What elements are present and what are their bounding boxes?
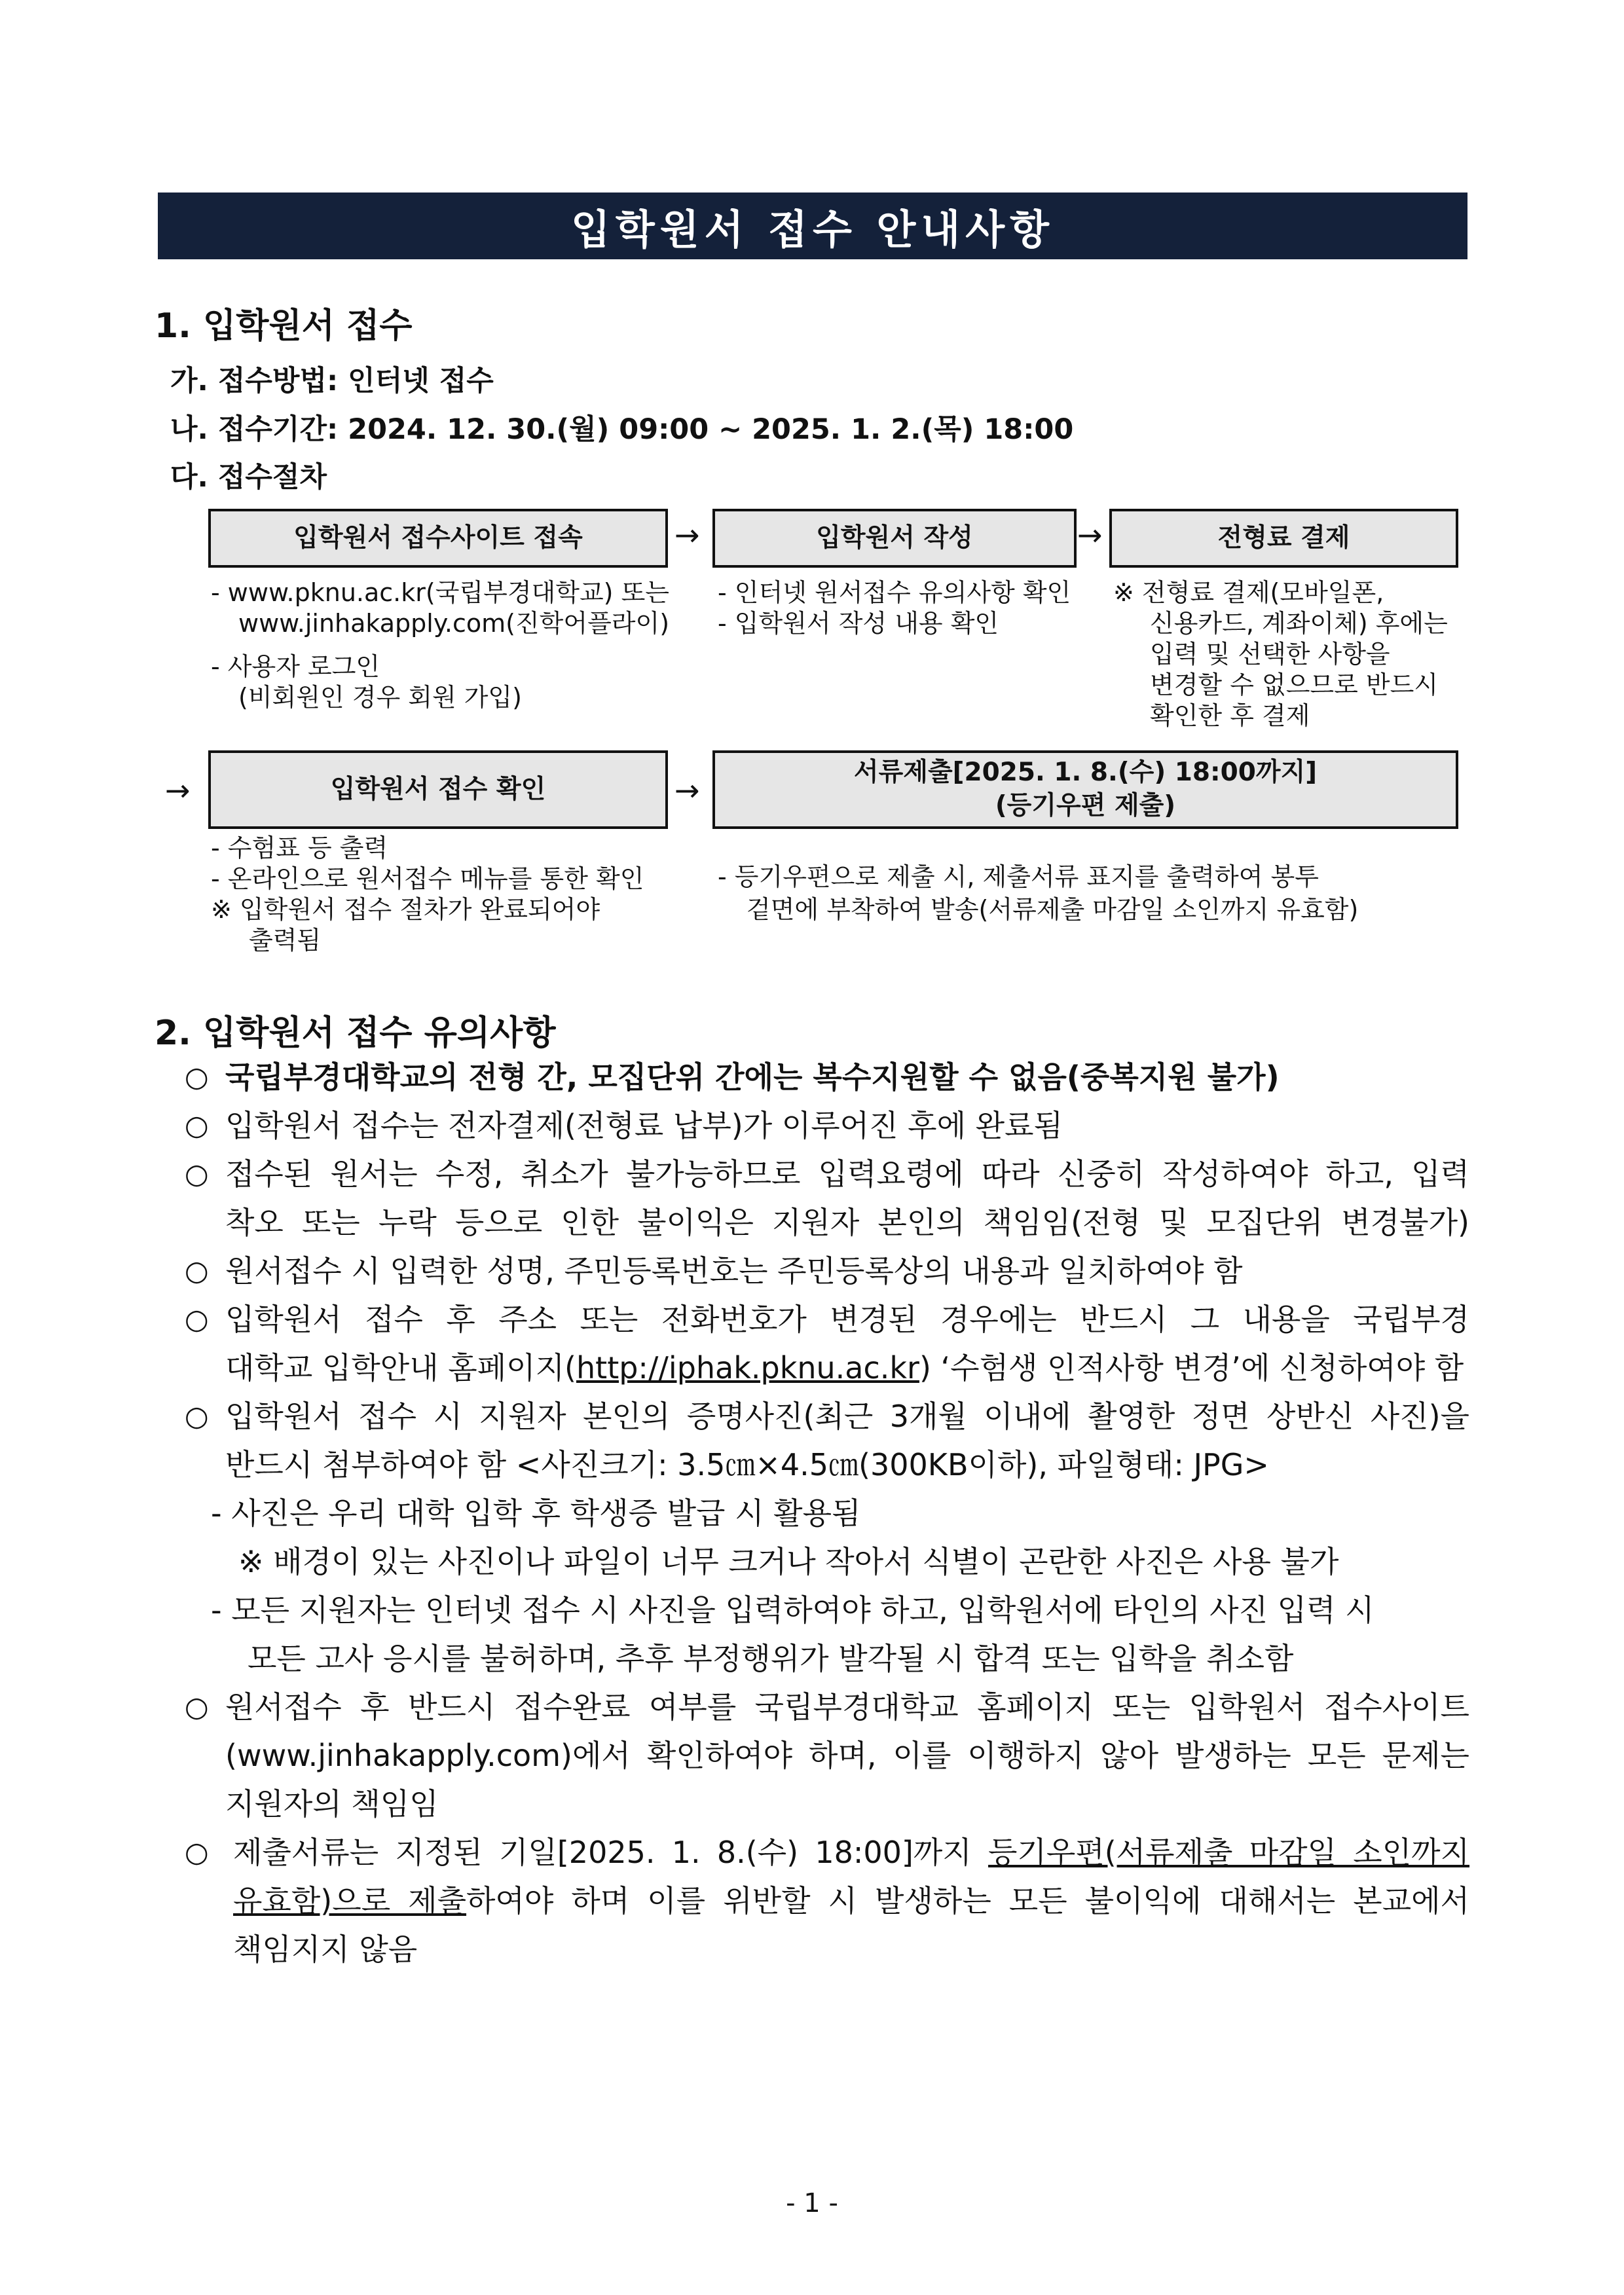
step-site-access-label: 입학원서 접수사이트 접속 <box>293 523 583 553</box>
step-payment-box <box>1109 509 1458 568</box>
page-number: - 1 - <box>786 2188 838 2218</box>
circle-bullet-icon: ○ <box>185 1303 209 1335</box>
step-confirm-box <box>208 750 668 829</box>
notice-item: ○ 국립부경대학교의 전형 간, 모집단위 간에는 복수지원할 수 없음(중복지원 불가) <box>185 1053 1469 1101</box>
step-document-submit-label: 서류제출[2025. 1. 8.(수) 18:00까지] <box>853 758 1318 788</box>
step-site-access-note: - 사용자 로그인 <box>211 652 380 681</box>
arrow-right-icon: → <box>165 773 191 808</box>
notice-item: ○ 입학원서 접수 후 주소 또는 전화번호가 변경된 경우에는 반드시 그 내용을 국립부경 대학교 입학안내 홈페이지(http://iphak.pknu.ac.kr) ‘수험생 인적사항 변경’에 신청하여야 함 <box>185 1295 1469 1392</box>
circle-bullet-icon: ○ <box>185 1400 209 1432</box>
step-document-submit-box <box>712 750 1458 829</box>
notice-subitem: - 사진은 우리 대학 입학 후 학생증 발급 시 활용됨 <box>211 1496 861 1531</box>
circle-bullet-icon: ○ <box>185 1061 209 1093</box>
page-title: 입학원서 접수 안내사항 <box>158 193 1467 259</box>
circle-bullet-icon: ○ <box>185 1691 209 1723</box>
notice-subitem: - 모든 지원자는 인터넷 접수 시 사진을 입력하여야 하고, 입학원서에 타인의 사진 입력 시 <box>211 1592 1375 1628</box>
notice-subitem-note: ※ 배경이 있는 사진이나 파일이 너무 크거나 작아서 식별이 곤란한 사진은 사용 불가 <box>238 1544 1339 1579</box>
step-site-access-note: (비회원인 경우 회원 가입) <box>238 683 522 712</box>
step-write-form-box <box>712 509 1077 568</box>
notice-subitem: 모든 고사 응시를 불허하며, 추후 부정행위가 발각될 시 합격 또는 입학을 취소함 <box>248 1641 1294 1676</box>
step-confirm-note: - 수험표 등 출력 <box>211 834 388 862</box>
step-confirm-note: 출력됨 <box>249 926 322 955</box>
step-document-submit-note: - 등기우편으로 제출 시, 제출서류 표지를 출력하여 봉투 <box>718 862 1319 891</box>
step-payment-label: 전형료 결제 <box>1217 523 1350 553</box>
step-confirm-note: ※ 입학원서 접수 절차가 완료되어야 <box>211 895 600 924</box>
step-write-form-label: 입학원서 작성 <box>816 523 973 553</box>
section-1-heading: 1. 입학원서 접수 <box>155 306 413 346</box>
notice-item: ○ 원서접수 후 반드시 접수완료 여부를 국립부경대학교 홈페이지 또는 입학원서 접수사이트 (www.jinhakapply.com)에서 확인하여야 하며, 이를 이행하지 않아 발생하는 모든 문제는 지원자의 책임임 <box>185 1683 1469 1828</box>
notice-item: ○ 제출서류는 지정된 기일[2025. 1. 8.(수) 18:00]까지 등기우편(서류제출 마감일 소인까지 유효함)으로 제출하여야 하며 이를 위반할 시 발생하는 모든 불이익에 대해서는 본교에서 책임지지 않음 <box>185 1828 1469 1974</box>
step-confirm-label: 입학원서 접수 확인 <box>330 774 546 804</box>
step-site-access-note: - www.pknu.ac.kr(국립부경대학교) 또는 <box>211 578 669 607</box>
application-period: 나. 접수기간: 2024. 12. 30.(월) 09:00 ~ 2025. 1. 2.(목) 18:00 <box>170 413 1074 446</box>
step-payment-note: 변경할 수 없으므로 반드시 <box>1150 670 1439 699</box>
notice-item: ○ 접수된 원서는 수정, 취소가 불가능하므로 입력요령에 따라 신중히 작성하여야 하고, 입력 착오 또는 누락 등으로 인한 불이익은 지원자 본인의 책임임(전형 및 모집단위 변경불가) <box>185 1150 1469 1247</box>
step-document-submit-label: (등기우편 제출) <box>995 791 1176 820</box>
admission-homepage-link[interactable]: http://iphak.pknu.ac.kr <box>576 1350 919 1386</box>
circle-bullet-icon: ○ <box>185 1109 209 1141</box>
arrow-right-icon: → <box>674 517 700 553</box>
application-method: 가. 접수방법: 인터넷 접수 <box>170 365 494 397</box>
circle-bullet-icon: ○ <box>185 1255 209 1287</box>
section-2-heading: 2. 입학원서 접수 유의사항 <box>155 1014 556 1053</box>
step-payment-note: 신용카드, 계좌이체) 후에는 <box>1150 609 1448 638</box>
arrow-right-icon: → <box>674 773 700 808</box>
circle-bullet-icon: ○ <box>185 1158 209 1190</box>
step-write-form-note: - 인터넷 원서접수 유의사항 확인 <box>718 578 1071 607</box>
step-payment-note: 확인한 후 결제 <box>1150 701 1310 730</box>
procedure-label: 다. 접수절차 <box>170 461 327 494</box>
step-confirm-note: - 온라인으로 원서접수 메뉴를 통한 확인 <box>211 864 644 893</box>
step-payment-note: 입력 및 선택한 사항을 <box>1150 640 1390 669</box>
step-document-submit-note: 겉면에 부착하여 발송(서류제출 마감일 소인까지 유효함) <box>747 895 1359 924</box>
step-site-access-note: www.jinhakapply.com(진학어플라이) <box>238 609 670 638</box>
step-site-access-box <box>208 509 668 568</box>
step-write-form-note: - 입학원서 작성 내용 확인 <box>718 609 999 638</box>
arrow-right-icon: → <box>1077 517 1103 553</box>
step-payment-note: ※ 전형료 결제(모바일폰, <box>1113 578 1384 607</box>
notice-item: ○ 입학원서 접수 시 지원자 본인의 증명사진(최근 3개월 이내에 촬영한 정면 상반신 사진)을 반드시 첨부하여야 함 <사진크기: 3.5㎝×4.5㎝(300KB이하), 파일형태: JPG> <box>185 1392 1469 1489</box>
notice-item: ○ 입학원서 접수는 전자결제(전형료 납부)가 이루어진 후에 완료됨 <box>185 1101 1469 1150</box>
notice-item: ○ 원서접수 시 입력한 성명, 주민등록번호는 주민등록상의 내용과 일치하여야 함 <box>185 1247 1469 1295</box>
circle-bullet-icon: ○ <box>185 1836 209 1868</box>
